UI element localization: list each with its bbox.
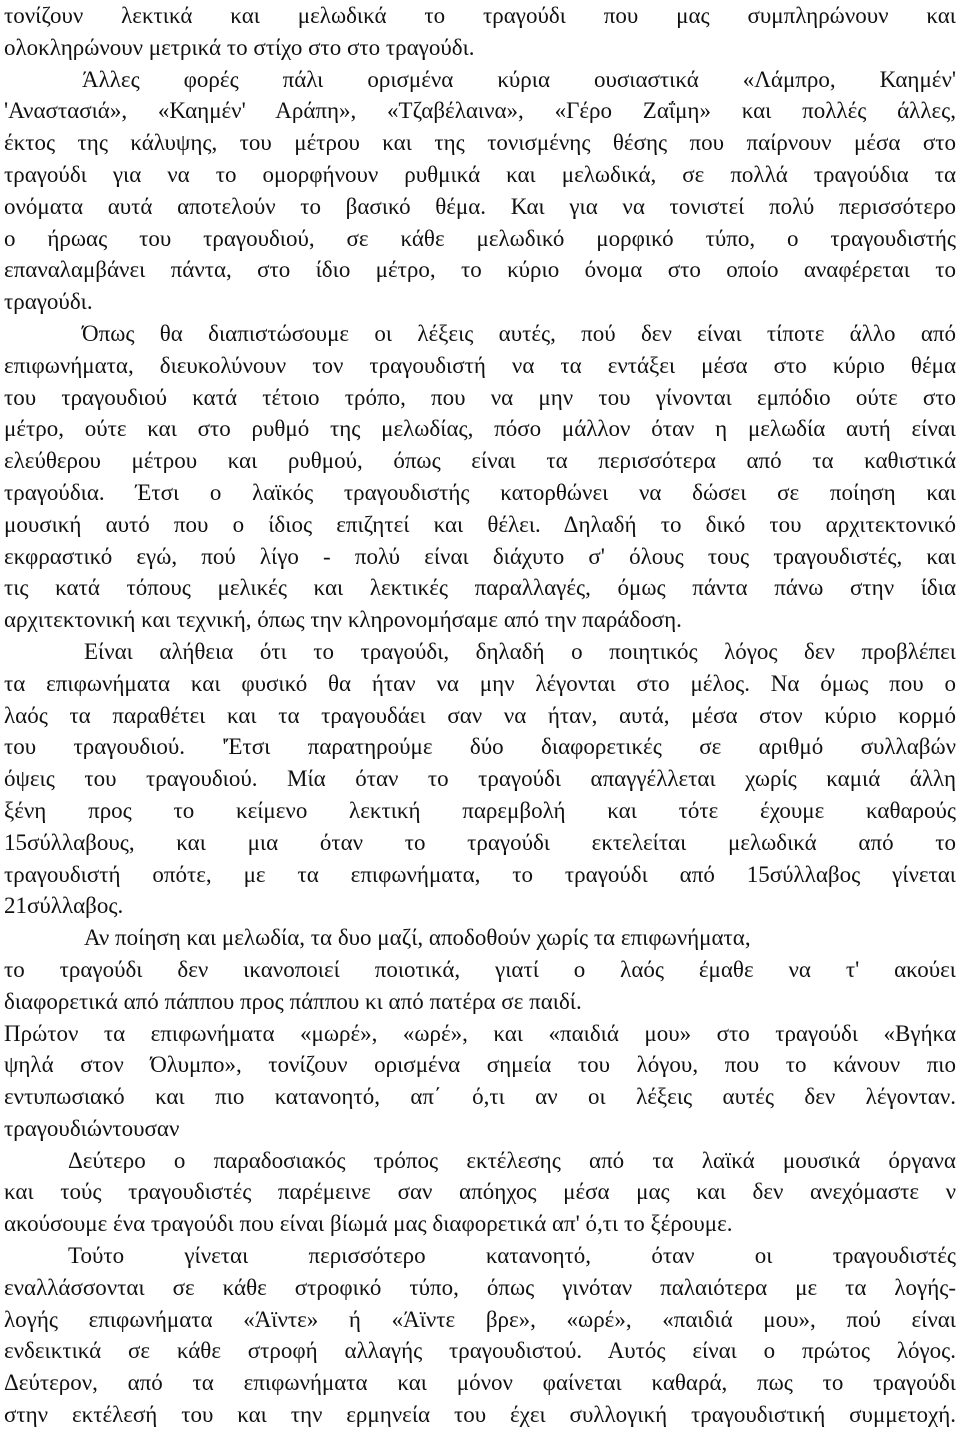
text-line: τονίζουν λεκτικά και μελωδικά το τραγούδι που μας συμπληρώνουν και — [4, 3, 956, 28]
text-line: Δεύτερον, από τα επιφωνήματα και μόνον φαίνεται καθαρά, πως το τραγούδι — [4, 1370, 956, 1396]
text-line: Άλλες φορές πάλι ορισμένα κύρια ουσιαστικά «Λάμπρο, Καημέν' — [82, 66, 956, 92]
text-line: του τραγουδιού κατά τέτοιο τρόπο, που να μην του γίνονται εμπόδιο ούτε στο — [4, 384, 956, 410]
text-line: λαός τα παραθέτει και τα τραγουδάει σαν να ήταν, αυτά, μέσα στον κύριο κορμό — [4, 702, 956, 728]
text-line: λογής επιφωνήματα «Άϊντε» ή «Άϊντε βρε», «ωρέ», «παιδιά μου», πού είναι — [4, 1306, 956, 1332]
text-line: το τραγούδι δεν ικανοποιεί ποιοτικά, γιατί ο λαός έμαθε να τ' ακούει — [4, 956, 956, 982]
text-line: 21σύλλαβος. — [4, 893, 124, 919]
text-line: στην εκτέλεσή του και την ερμηνεία του έχει συλλογική τραγουδιστική συμμετοχή. — [4, 1402, 956, 1428]
text-line: διαφορετικά από πάππου προς πάππου κι από πατέρα σε παιδί. — [4, 988, 582, 1014]
text-line: τραγουδιστή οπότε, με τα επιφωνήματα, το τραγούδι από 15σύλλαβος γίνεται — [4, 861, 956, 887]
document-body — [4, 0, 956, 1431]
text-line: ο ήρωας του τραγουδιού, σε κάθε μελωδικό μορφικό τύπο, ο τραγουδιστής — [4, 225, 956, 251]
text-line: Όπως θα διαπιστώσουμε οι λέξεις αυτές, πού δεν είναι τίποτε άλλο από — [82, 320, 956, 346]
text-line: τα επιφωνήματα και φυσικό θα ήταν να μην λέγονται στο μέλος. Να όμως που ο — [4, 670, 956, 696]
text-line: 'Αναστασιά», «Καημέν' Αράπη», «Τζαβέλαινα», «Γέρο Ζαΐμη» και πολλές άλλες, — [4, 98, 956, 124]
text-line: επιφωνήματα, διευκολύνουν τον τραγουδιστή να τα εντάξει μέσα στο κύριο θέμα — [4, 352, 956, 378]
text-line: και τούς τραγουδιστές παρέμεινε σαν απόηχος μέσα μας και δεν ανεχόμαστε ν — [4, 1179, 956, 1205]
text-line: Αν ποίηση και μελωδία, τα δυο μαζί, αποδοθούν χωρίς τα επιφωνήματα, — [84, 925, 751, 951]
text-line: τραγούδι για να το ομορφήνουν ρυθμικά και μελωδικά, σε πολλά τραγούδια τα — [4, 161, 956, 187]
text-line: ακούσουμε ένα τραγούδι που είναι βίωμά μας διαφορετικά απ' ό,τι το ξέρουμε. — [4, 1211, 733, 1237]
text-line: τραγούδι. — [4, 289, 93, 315]
text-line: ενδεικτικά σε κάθε στροφή αλλαγής τραγουδιστού. Αυτός είναι ο πρώτος λόγος. — [4, 1338, 956, 1364]
text-line: εκφραστικό εγώ, πού λίγο - πολύ είναι διάχυτο σ' όλους τους τραγουδιστές, και — [4, 543, 956, 569]
text-line: ονόματα αυτά αποτελούν το βασικό θέμα. Και για να τονιστεί πολύ περισσότερο — [4, 193, 956, 219]
text-line: τραγούδια. Έτσι ο λαϊκός τραγουδιστής κατορθώνει να δώσει σε ποίηση και — [4, 479, 956, 505]
text-line: τις κατά τόπους μελικές και λεκτικές παραλλαγές, όμως πάντα πάνω στην ίδια — [4, 575, 956, 601]
text-line: μουσική αυτό που ο ίδιος επιζητεί και θέλει. Δηλαδή το δικό του αρχιτεκτονικό — [4, 511, 956, 537]
text-line: εντυπωσιακό και πιο κατανοητό, απ΄ ό,τι αν οι λέξεις αυτές δεν λέγονταν. — [4, 1084, 956, 1110]
text-line: επαναλαμβάνει πάντα, στο ίδιο μέτρο, το κύριο όνομα στο οποίο αναφέρεται το — [4, 257, 956, 283]
text-line: Είναι αλήθεια ότι το τραγούδι, δηλαδή ο ποιητικός λόγος δεν προβλέπει — [84, 638, 956, 664]
text-line: ολοκληρώνουν μετρικά το στίχο στο στο τραγούδι. — [4, 34, 475, 60]
text-line: ξένη προς το κείμενο λεκτική παρεμβολή και τότε έχουμε καθαρούς — [4, 797, 956, 823]
text-line: του τραγουδιού. 'Έτσι παρατηρούμε δύο διαφορετικές σε αριθμό συλλαβών — [4, 734, 956, 760]
text-line: έκτος της κάλυψης, του μέτρου και της τονισμένης θέσης που παίρνουν μέσα στο — [4, 130, 956, 156]
text-line: τραγουδιώντουσαν — [4, 1115, 180, 1141]
text-line: όψεις του τραγουδιού. Μία όταν το τραγούδι απαγγέλλεται χωρίς καμιά άλλη — [4, 766, 956, 792]
text-line: Τούτο γίνεται περισσότερο κατανοητό, όταν οι τραγουδιστές — [68, 1243, 956, 1269]
text-line: μέτρο, ούτε και στο ρυθμό της μελωδίας, πόσο μάλλον όταν η μελωδία αυτή είναι — [4, 416, 956, 442]
text-line: Πρώτον τα επιφωνήματα «μωρέ», «ωρέ», και «παιδιά μου» στο τραγούδι «Βγήκα — [4, 1020, 956, 1046]
text-line: ελεύθερου μέτρου και ρυθμού, όπως είναι τα περισσότερα από τα καθιστικά — [4, 448, 956, 474]
text-line: ψηλά στον Όλυμπο», τονίζουν ορισμένα σημεία του λόγου, που το κάνουν πιο — [4, 1052, 956, 1078]
text-line: 15σύλλαβους, και μια όταν το τραγούδι εκτελείται μελωδικά από το — [4, 829, 956, 855]
text-line: εναλλάσσονται σε κάθε στροφικό τύπο, όπως γινόταν παλαιότερα με τα λογής- — [4, 1274, 956, 1300]
text-line: αρχιτεκτονική και τεχνική, όπως την κληρονομήσαμε από την παράδοση. — [4, 607, 682, 633]
text-line: Δεύτερο ο παραδοσιακός τρόπος εκτέλεσης από τα λαϊκά μουσικά όργανα — [68, 1147, 956, 1173]
